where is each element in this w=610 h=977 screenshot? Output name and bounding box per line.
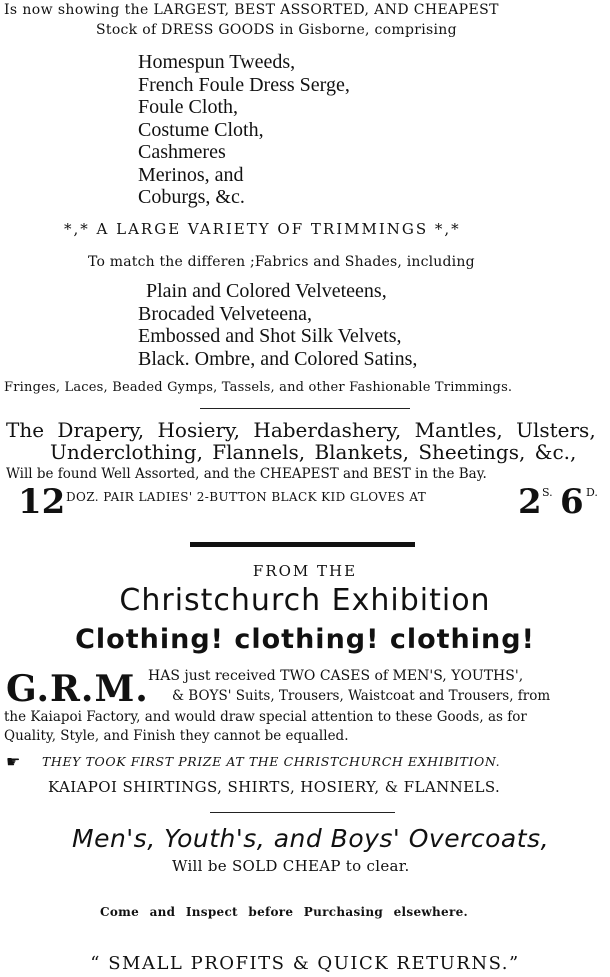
- velvet-item: Plain and Colored Velveteens,: [146, 280, 387, 302]
- thick-divider: [190, 542, 415, 547]
- goods-item: Coburgs, &c.: [138, 186, 245, 208]
- goods-item: Homespun Tweeds,: [138, 51, 296, 73]
- goods-item: French Foule Dress Serge,: [138, 73, 350, 96]
- gloves-quantity: 12: [18, 482, 66, 522]
- exhibition-title: Christchurch Exhibition: [119, 583, 491, 618]
- velvet-item: Black. Ombre, and Colored Satins,: [138, 347, 418, 370]
- gloves-shillings: 2: [518, 482, 542, 522]
- gloves-pence: 6: [560, 482, 584, 522]
- sold-line: Will be SOLD CHEAP to clear.: [172, 857, 410, 875]
- goods-item: Merinos, and: [138, 163, 244, 186]
- goods-item: Cashmeres: [138, 141, 226, 163]
- velvets-list: [138, 280, 417, 370]
- goods-list: [138, 51, 350, 209]
- grm-line-1: HAS just received TWO CASES of MEN'S, YOUTHS',: [148, 668, 524, 684]
- inspect-line: Come and Inspect before Purchasing elsewhere.: [100, 905, 468, 919]
- divider: [200, 408, 410, 409]
- grm-initials: G.R.M.: [6, 668, 149, 710]
- drapery-line-2: Underclothing, Flannels, Blankets, Sheetings, &c.,: [50, 440, 577, 464]
- velvet-item: Brocaded Velveteena,: [138, 302, 312, 325]
- drapery-line-3: Will be found Well Assorted, and the CHEAPEST and BEST in the Bay.: [6, 466, 487, 482]
- drapery-line-1: The Drapery, Hosiery, Haberdashery, Mantles, Ulsters,: [6, 418, 596, 442]
- gloves-d-mark: D.: [586, 486, 598, 499]
- grm-line-3: the Kaiapoi Factory, and would draw special attention to these Goods, as for: [4, 709, 527, 725]
- kaiapoi-line: KAIAPOI SHIRTINGS, SHIRTS, HOSIERY, & FLANNELS.: [48, 778, 501, 796]
- intro-line-1: Is now showing the LARGEST, BEST ASSORTED, AND CHEAPEST: [4, 2, 499, 18]
- clothing-banner: Clothing! clothing! clothing!: [75, 624, 535, 655]
- from-line: FROM THE: [252, 562, 358, 580]
- slogan: “ SMALL PROFITS & QUICK RETURNS.”: [90, 953, 520, 974]
- fringes-line: Fringes, Laces, Beaded Gymps, Tassels, and other Fashionable Trimmings.: [4, 380, 513, 395]
- grm-line-4: Quality, Style, and Finish they cannot be equalled.: [4, 728, 349, 744]
- prize-line: THEY TOOK FIRST PRIZE AT THE CHRISTCHURCH EXHIBITION.: [42, 754, 501, 769]
- pointing-hand-icon: ☛: [6, 752, 21, 771]
- gloves-s-mark: S.: [542, 486, 553, 499]
- intro-line-2: Stock of DRESS GOODS in Gisborne, comprising: [96, 22, 457, 38]
- gloves-text: DOZ. PAIR LADIES' 2-BUTTON BLACK KID GLOVES AT: [66, 490, 427, 504]
- gloves-offer: [18, 482, 608, 522]
- divider: [210, 812, 395, 813]
- goods-item: Costume Cloth,: [138, 118, 264, 141]
- goods-item: Foule Cloth,: [138, 96, 239, 118]
- velvet-item: Embossed and Shot Silk Velvets,: [138, 325, 402, 347]
- grm-line-2: & BOYS' Suits, Trousers, Waistcoat and Trousers, from: [172, 688, 551, 704]
- overcoats-heading: Men's, Youth's, and Boys' Overcoats,: [72, 824, 550, 853]
- match-line: To match the differen ;Fabrics and Shades, including: [88, 254, 475, 270]
- trimmings-heading: *,* A LARGE VARIETY OF TRIMMINGS *,*: [64, 220, 461, 238]
